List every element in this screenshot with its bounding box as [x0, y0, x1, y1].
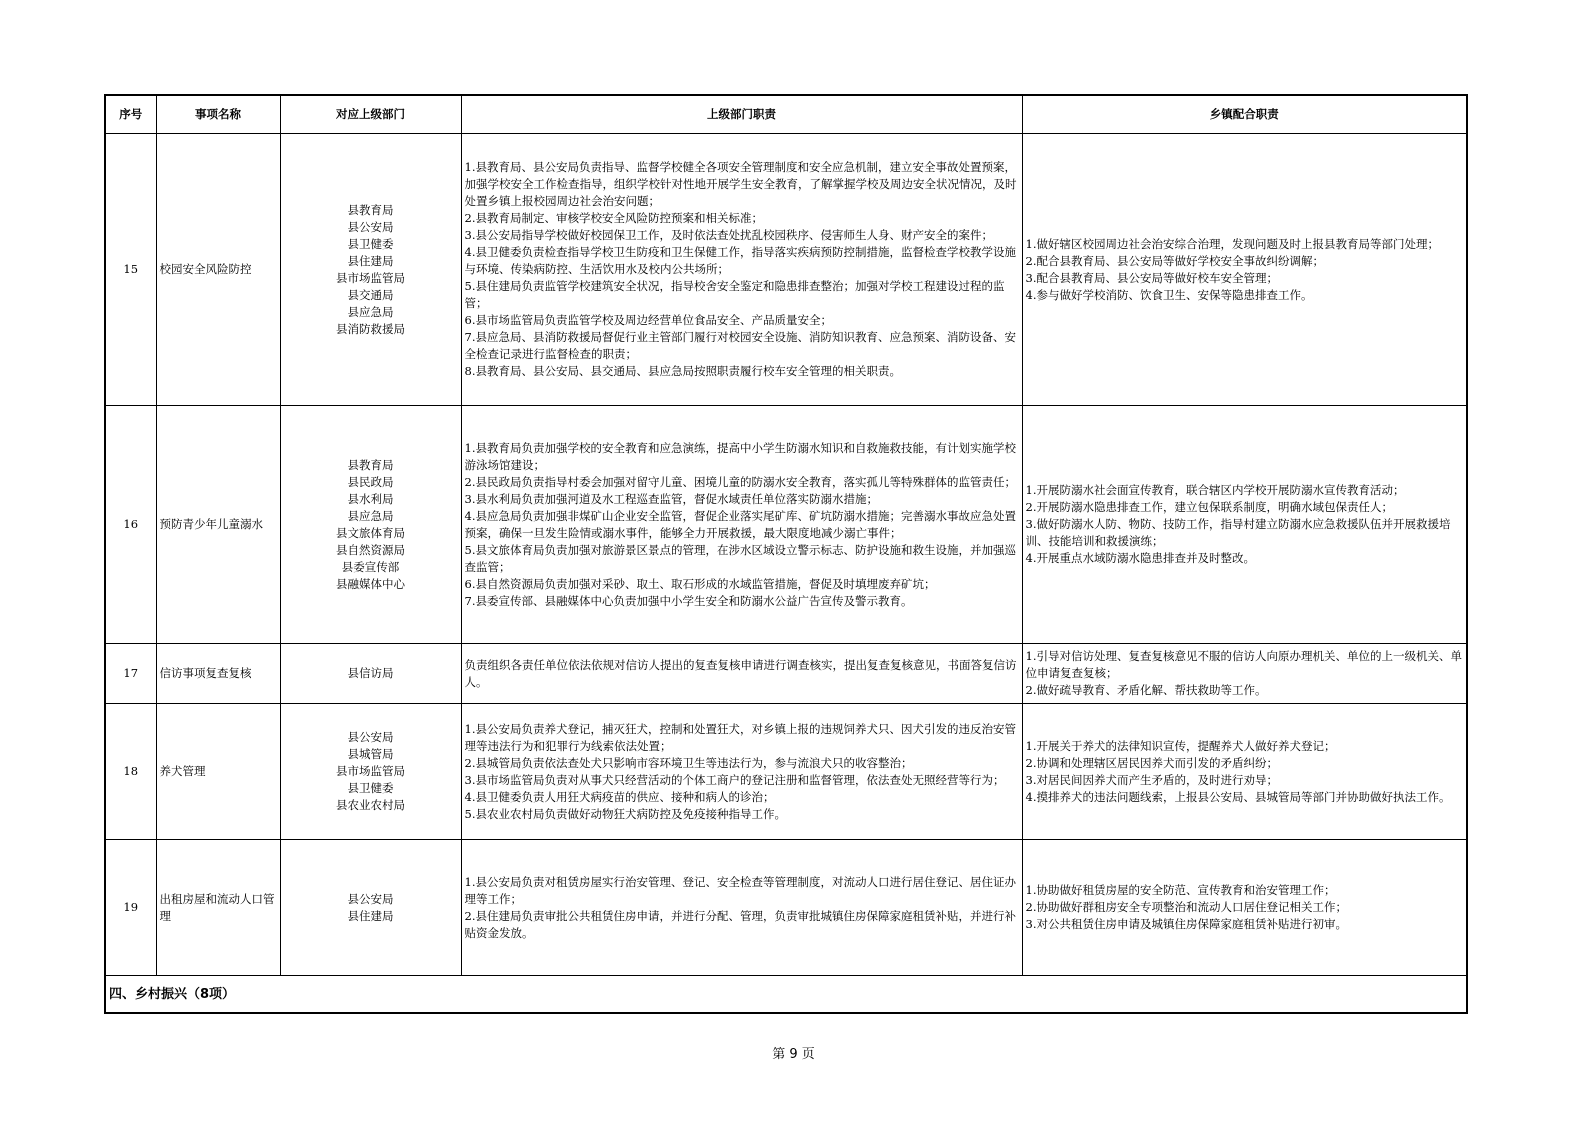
- row-item-name: 预防青少年儿童溺水: [156, 406, 280, 644]
- row-upper-duties: 1.县教育局负责加强学校的安全教育和应急演练，提高中小学生防溺水知识和自救施救技能，有计划实施学校游泳场馆建设； 2.县民政局负责指导村委会加强对留守儿童、困境儿童的防溺水安全教育，落实孤儿等特殊群体的监管责任； 3.县水利局负责加强河道及水工程巡查监管，督促水域责任单位落实防溺水措施； 4.县应急局负责加强非煤矿山企业安全监管，督促企业落实尾矿库、矿坑防溺水措施；完善溺水事故应急处置预案，确保一旦发生险情或溺水事件，能够全力开展救援，最大限度地减少溺亡事件； 5.县文旅体育局负责加强对旅游景区景点的管理，在涉水区域设立警示标志、防护设施和救生设施，并加强巡查监管； 6.县自然资源局负责加强对采砂、取土、取石形成的水域监管措施，督促及时填埋废弃矿坑； 7.县委宣传部、县融媒体中心负责加强中小学生安全和防溺水公益广告宣传及警示教育。: [461, 406, 1022, 644]
- section-title: 四、乡村振兴（8项）: [105, 976, 1467, 1014]
- row-depts: 县公安局 县城管局 县市场监管局 县卫健委 县农业农村局: [280, 704, 461, 840]
- row-town-duties: 1.开展防溺水社会面宣传教育，联合辖区内学校开展防溺水宣传教育活动； 2.开展防溺水隐患排查工作，建立包保联系制度，明确水域包保责任人； 3.做好防溺水人防、物防、技防工作，指导村建立防溺水应急救援队伍并开展救援培训、技能培训和救援演练； 4.开展重点水域防溺水隐患排查并及时整改。: [1022, 406, 1467, 644]
- table-row: [105, 704, 1467, 840]
- header-num: 序号: [105, 95, 156, 134]
- row-num: 16: [105, 406, 156, 644]
- row-item-name: 校园安全风险防控: [156, 134, 280, 406]
- row-upper-duties: 1.县公安局负责对租赁房屋实行治安管理、登记、安全检查等管理制度，对流动人口进行居住登记、居住证办理等工作； 2.县住建局负责审批公共租赁住房申请，并进行分配、管理，负责审批城镇住房保障家庭租赁补贴，并进行补贴资金发放。: [461, 840, 1022, 976]
- row-town-duties: 1.开展关于养犬的法律知识宣传，提醒养犬人做好养犬登记； 2.协调和处理辖区居民因养犬而引发的矛盾纠纷； 3.对居民间因养犬而产生矛盾的，及时进行劝导； 4.摸排养犬的违法问题线索，上报县公安局、县城管局等部门并协助做好执法工作。: [1022, 704, 1467, 840]
- header-town-duties: 乡镇配合职责: [1022, 95, 1467, 134]
- table-row: [105, 840, 1467, 976]
- row-upper-duties: 1.县公安局负责养犬登记，捕灭狂犬，控制和处置狂犬，对乡镇上报的违规饲养犬只、因犬引发的违反治安管理等违法行为和犯罪行为线索依法处置； 2.县城管局负责依法查处犬只影响市容环境卫生等违法行为，参与流浪犬只的收容整治； 3.县市场监管局负责对从事犬只经营活动的个体工商户的登记注册和监督管理，依法查处无照经营等行为； 4.县卫健委负责人用狂犬病疫苗的供应、接种和病人的诊治； 5.县农业农村局负责做好动物狂犬病防控及免疫接种指导工作。: [461, 704, 1022, 840]
- header-item-name: 事项名称: [156, 95, 280, 134]
- row-depts: 县教育局 县民政局 县水利局 县应急局 县文旅体育局 县自然资源局 县委宣传部 县融媒体中心: [280, 406, 461, 644]
- row-item-name: 出租房屋和流动人口管理: [156, 840, 280, 976]
- header-dept: 对应上级部门: [280, 95, 461, 134]
- row-town-duties: 1.引导对信访处理、复查复核意见不服的信访人向原办理机关、单位的上一级机关、单位申请复查复核； 2.做好疏导教育、矛盾化解、帮扶救助等工作。: [1022, 644, 1467, 704]
- table-row: [105, 406, 1467, 644]
- header-upper-duties: 上级部门职责: [461, 95, 1022, 134]
- row-num: 15: [105, 134, 156, 406]
- row-depts: 县信访局: [280, 644, 461, 704]
- row-num: 18: [105, 704, 156, 840]
- header-row: [105, 95, 1467, 134]
- row-num: 17: [105, 644, 156, 704]
- row-upper-duties: 1.县教育局、县公安局负责指导、监督学校健全各项安全管理制度和安全应急机制，建立安全事故处置预案，加强学校安全工作检查指导，组织学校针对性地开展学生安全教育，了解掌握学校及周边安全状况情况，及时处置乡镇上报校园周边社会治安问题； 2.县教育局制定、审核学校安全风险防控预案和相关标准； 3.县公安局指导学校做好校园保卫工作，及时依法查处扰乱校园秩序、侵害师生人身、财产安全的案件； 4.县卫健委负责检查指导学校卫生防疫和卫生保健工作，指导落实疾病预防控制措施，监督检查学校教学设施与环境、传染病防控、生活饮用水及校内公共场所； 5.县住建局负责监管学校建筑安全状况，指导校舍安全鉴定和隐患排查整治；加强对学校工程建设过程的监管； 6.县市场监管局负责监管学校及周边经营单位食品安全、产品质量安全； 7.县应急局、县消防救援局督促行业主管部门履行对校园安全设施、消防知识教育、应急预案、消防设备、安全检查记录进行监督检查的职责； 8.县教育局、县公安局、县交通局、县应急局按照职责履行校车安全管理的相关职责。: [461, 134, 1022, 406]
- row-depts: 县公安局 县住建局: [280, 840, 461, 976]
- table-row: [105, 644, 1467, 704]
- row-depts: 县教育局 县公安局 县卫健委 县住建局 县市场监管局 县交通局 县应急局 县消防救援局: [280, 134, 461, 406]
- row-upper-duties: 负责组织各责任单位依法依规对信访人提出的复查复核申请进行调查核实，提出复查复核意见，书面答复信访人。: [461, 644, 1022, 704]
- page-number: 第 9 页: [772, 1047, 815, 1062]
- row-num: 19: [105, 840, 156, 976]
- table-row: [105, 134, 1467, 406]
- row-item-name: 信访事项复查复核: [156, 644, 280, 704]
- row-town-duties: 1.做好辖区校园周边社会治安综合治理，发现问题及时上报县教育局等部门处理； 2.配合县教育局、县公安局等做好学校安全事故纠纷调解； 3.配合县教育局、县公安局等做好校车安全管理； 4.参与做好学校消防、饮食卫生、安保等隐患排查工作。: [1022, 134, 1467, 406]
- duties-table: [104, 94, 1468, 1014]
- row-item-name: 养犬管理: [156, 704, 280, 840]
- row-town-duties: 1.协助做好租赁房屋的安全防范、宣传教育和治安管理工作； 2.协助做好群租房安全专项整治和流动人口居住登记相关工作； 3.对公共租赁住房申请及城镇住房保障家庭租赁补贴进行初审。: [1022, 840, 1467, 976]
- section-row: [105, 976, 1467, 1014]
